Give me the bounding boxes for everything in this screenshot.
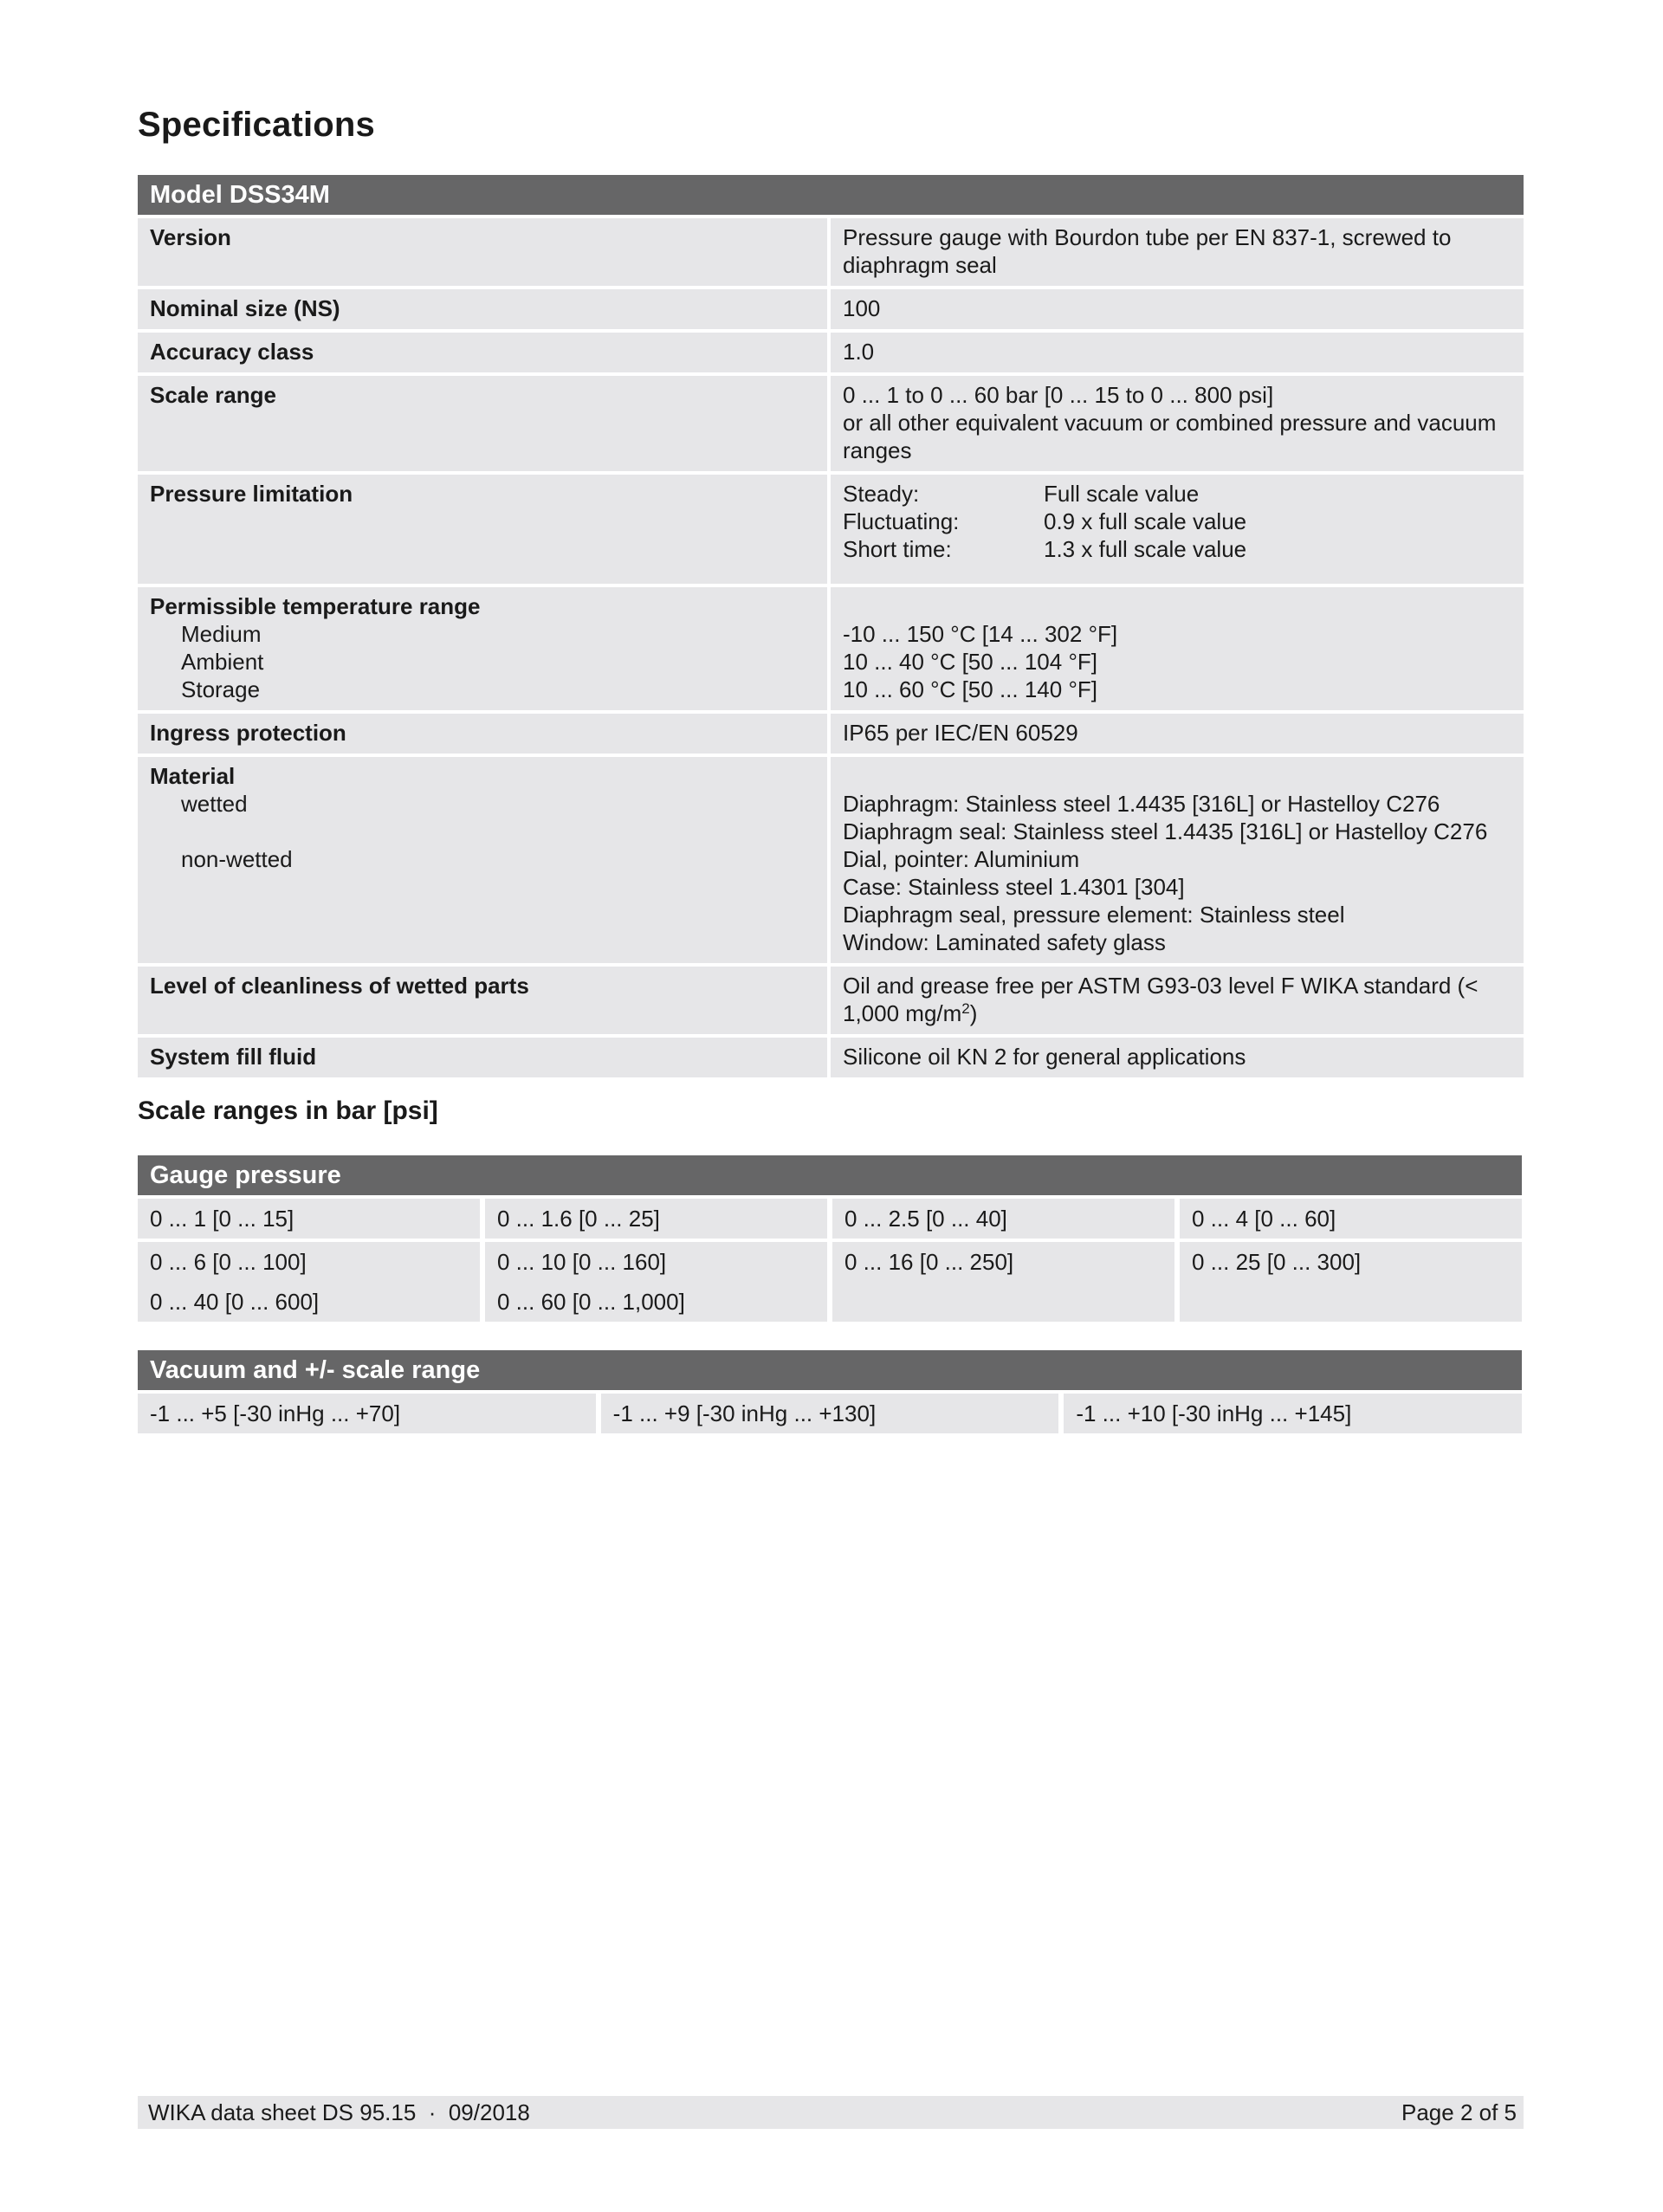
nominal-size-label: Nominal size (NS) (138, 289, 831, 329)
gauge-range: 0 ... 25 [0 ... 300] (1192, 1249, 1362, 1275)
gauge-pressure-header: Gauge pressure (138, 1155, 1522, 1195)
gauge-range: 0 ... 10 [0 ... 160] (497, 1249, 667, 1275)
vacuum-range-header: Vacuum and +/- scale range (138, 1350, 1522, 1390)
scale-range-line-2: or all other equivalent vacuum or combined pressure and vacuum ranges (843, 410, 1497, 463)
table-row (138, 714, 1524, 754)
table-row (138, 1038, 1524, 1077)
ingress-label: Ingress protection (138, 714, 831, 754)
temperature-ambient-label: Ambient (181, 649, 264, 675)
scale-range-value (831, 376, 1524, 471)
table-row (138, 757, 1524, 963)
vacuum-range-table (138, 1350, 1522, 1433)
nominal-size-value: 100 (831, 289, 1524, 329)
gauge-cell (1180, 1199, 1522, 1239)
vacuum-range: -1 ... +5 [-30 inHg ... +70] (150, 1400, 401, 1426)
vacuum-range: -1 ... +10 [-30 inHg ... +145] (1076, 1400, 1352, 1426)
page-footer (138, 2096, 1524, 2129)
cleanliness-label: Level of cleanliness of wetted parts (138, 967, 831, 1034)
scale-range-line-1: 0 ... 1 to 0 ... 60 bar [0 ... 15 to 0 ... 800 psi] (843, 382, 1274, 408)
pressure-fluctuating-key: Fluctuating: (843, 508, 960, 534)
temperature-label: Permissible temperature range (150, 593, 481, 619)
gauge-range: 0 ... 4 [0 ... 60] (1192, 1206, 1336, 1232)
material-label-cell (138, 757, 831, 963)
vacuum-range: -1 ... +9 [-30 inHg ... +130] (612, 1400, 877, 1426)
temperature-storage: 10 ... 60 °C [50 ... 140 °F] (843, 676, 1097, 702)
table-row (138, 333, 1524, 372)
gauge-cell (138, 1242, 480, 1322)
gauge-range: 0 ... 60 [0 ... 1,000] (497, 1289, 685, 1315)
table-row (138, 967, 1524, 1034)
gauge-range: 0 ... 40 [0 ... 600] (150, 1289, 320, 1315)
pressure-short-time-value: 1.3 x full scale value (1044, 536, 1247, 562)
page-title: Specifications (138, 106, 375, 144)
gauge-cell (832, 1242, 1174, 1322)
gauge-row-2 (138, 1239, 1522, 1322)
temperature-medium-label: Medium (181, 621, 262, 647)
temperature-value (831, 587, 1524, 710)
gauge-range: 0 ... 2.5 [0 ... 40] (844, 1206, 1007, 1232)
scale-ranges-title: Scale ranges in bar [psi] (138, 1096, 438, 1125)
temperature-label-cell (138, 587, 831, 710)
pressure-short-time-key: Short time: (843, 536, 952, 562)
gauge-cell (1180, 1242, 1522, 1322)
material-line-5: Diaphragm seal, pressure element: Stainless steel (843, 902, 1345, 928)
footer-document-id: WIKA data sheet DS 95.15 · 09/2018 (148, 2099, 530, 2125)
cleanliness-value (831, 967, 1524, 1034)
specifications-table (138, 171, 1524, 1081)
material-line-6: Window: Laminated safety glass (843, 929, 1166, 955)
pressure-limitation-value (831, 475, 1524, 584)
table-row (138, 289, 1524, 329)
gauge-range: 0 ... 1 [0 ... 15] (150, 1206, 294, 1232)
accuracy-value: 1.0 (831, 333, 1524, 372)
gauge-cell (138, 1199, 480, 1239)
version-value: Pressure gauge with Bourdon tube per EN 837-1, screwed to diaphragm seal (831, 218, 1524, 286)
pressure-steady-value: Full scale value (1044, 481, 1200, 507)
gauge-cell (485, 1242, 827, 1322)
gauge-cell (832, 1199, 1174, 1239)
gauge-range: 0 ... 6 [0 ... 100] (150, 1249, 307, 1275)
pressure-fluctuating-value: 0.9 x full scale value (1044, 508, 1247, 534)
material-value (831, 757, 1524, 963)
gauge-cell (485, 1199, 827, 1239)
material-label: Material (150, 763, 236, 789)
table-row (138, 475, 1524, 584)
material-line-4: Case: Stainless steel 1.4301 [304] (843, 874, 1185, 900)
fill-fluid-value: Silicone oil KN 2 for general applications (831, 1038, 1524, 1077)
spec-table-header: Model DSS34M (138, 175, 1524, 215)
cleanliness-suffix: ) (969, 1000, 978, 1026)
vacuum-cell (1064, 1394, 1522, 1433)
version-label: Version (138, 218, 831, 286)
gauge-pressure-table (138, 1155, 1522, 1322)
spec-table-header-row (138, 175, 1524, 215)
temperature-storage-label: Storage (181, 676, 261, 702)
pressure-steady-key: Steady: (843, 481, 920, 507)
material-line-1: Diaphragm: Stainless steel 1.4435 [316L] or Hastelloy C276 (843, 791, 1440, 817)
footer-page-number: Page 2 of 5 (1401, 2099, 1517, 2125)
gauge-range: 0 ... 1.6 [0 ... 25] (497, 1206, 660, 1232)
pressure-limitation-label: Pressure limitation (138, 475, 831, 584)
table-row (138, 376, 1524, 471)
vacuum-cell (601, 1394, 1059, 1433)
cleanliness-text: Oil and grease free per ASTM G93-03 level F WIKA standard (< 1,000 mg/m (843, 973, 1479, 1026)
accuracy-label: Accuracy class (138, 333, 831, 372)
table-row (138, 218, 1524, 286)
cleanliness-superscript: 2 (961, 1000, 970, 1017)
temperature-medium: -10 ... 150 °C [14 ... 302 °F] (843, 621, 1118, 647)
ingress-value: IP65 per IEC/EN 60529 (831, 714, 1524, 754)
material-line-2: Diaphragm seal: Stainless steel 1.4435 [316L] or Hastelloy C276 (843, 818, 1488, 844)
material-line-3: Dial, pointer: Aluminium (843, 846, 1080, 872)
material-nonwetted-label: non-wetted (181, 846, 293, 872)
table-row (138, 587, 1524, 710)
gauge-range: 0 ... 16 [0 ... 250] (844, 1249, 1014, 1275)
fill-fluid-label: System fill fluid (138, 1038, 831, 1077)
vacuum-cell (138, 1394, 596, 1433)
vacuum-row (138, 1390, 1522, 1433)
temperature-ambient: 10 ... 40 °C [50 ... 104 °F] (843, 649, 1097, 675)
scale-range-label: Scale range (138, 376, 831, 471)
material-wetted-label: wetted (181, 791, 248, 817)
gauge-row-1 (138, 1195, 1522, 1239)
